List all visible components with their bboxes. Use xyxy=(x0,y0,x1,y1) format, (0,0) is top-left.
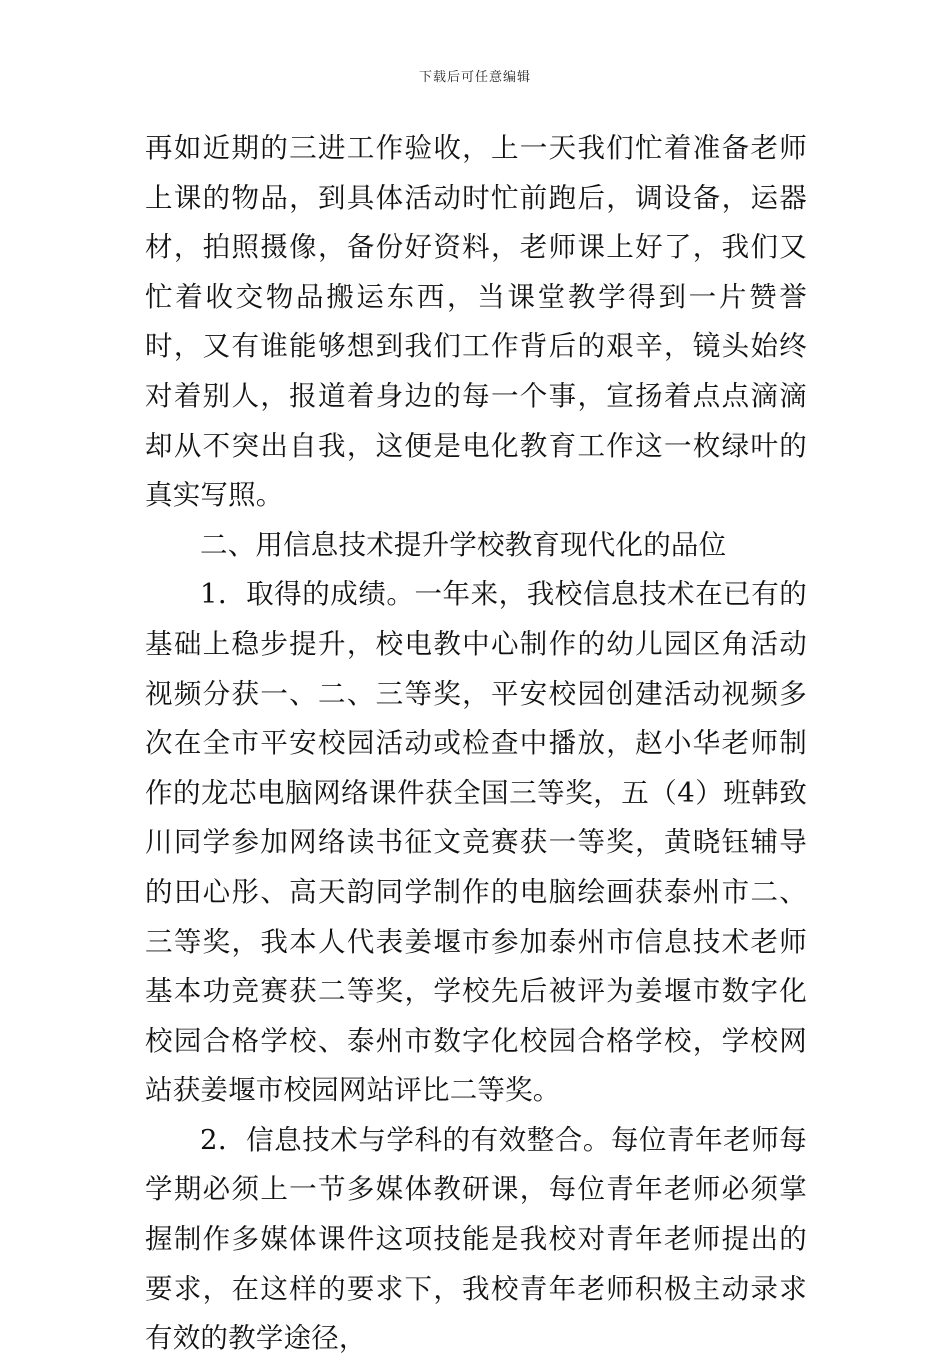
paragraph-integration: 2．信息技术与学科的有效整合。每位青年老师每学期必须上一节多媒体教研课，每位青年老师必须掌握制作多媒体课件这项技能是我校对青年老师提出的要求，在这样的要求下，我校青年老师积极主动录求有效的教学途径， xyxy=(145,1123,807,1355)
paragraph-continuation: 再如近期的三进工作验收，上一天我们忙着准备老师上课的物品，到具体活动时忙前跑后，调设备，运器材，拍照摄像，备份好资料，老师课上好了，我们又忙着收交物品搬运东西，当课堂教学得到一片赞誉时，又有谁能够想到我们工作背后的艰辛，镜头始终对着别人，报道着身边的每一个事，宣扬着点点滴滴却从不突出自我，这便是电化教育工作这一枚绿叶的真实写照。 xyxy=(145,132,807,512)
paragraph-achievements: 1．取得的成绩。一年来，我校信息技术在已有的基础上稳步提升，校电教中心制作的幼儿园区角活动视频分获一、二、三等奖，平安校园创建活动视频多次在全市平安校园活动或检查中播放，赵小华老师制作的龙芯电脑网络课件获全国三等奖，五（4）班韩致川同学参加网络读书征文竞赛获一等奖，黄晓钰辅导的田心彤、高天韵同学制作的电脑绘画获泰州市二、三等奖，我本人代表姜堰市参加泰州市信息技术老师基本功竞赛获二等奖，学校先后被评为姜堰市数字化校园合格学校、泰州市数字化校园合格学校，学校网站获姜堰市校园网站评比二等奖。 xyxy=(145,578,807,1107)
section-heading: 二、用信息技术提升学校教育现代化的品位 xyxy=(200,528,727,561)
page-header-note: 下载后可任意编辑 xyxy=(418,70,531,85)
document-body xyxy=(145,124,807,1364)
